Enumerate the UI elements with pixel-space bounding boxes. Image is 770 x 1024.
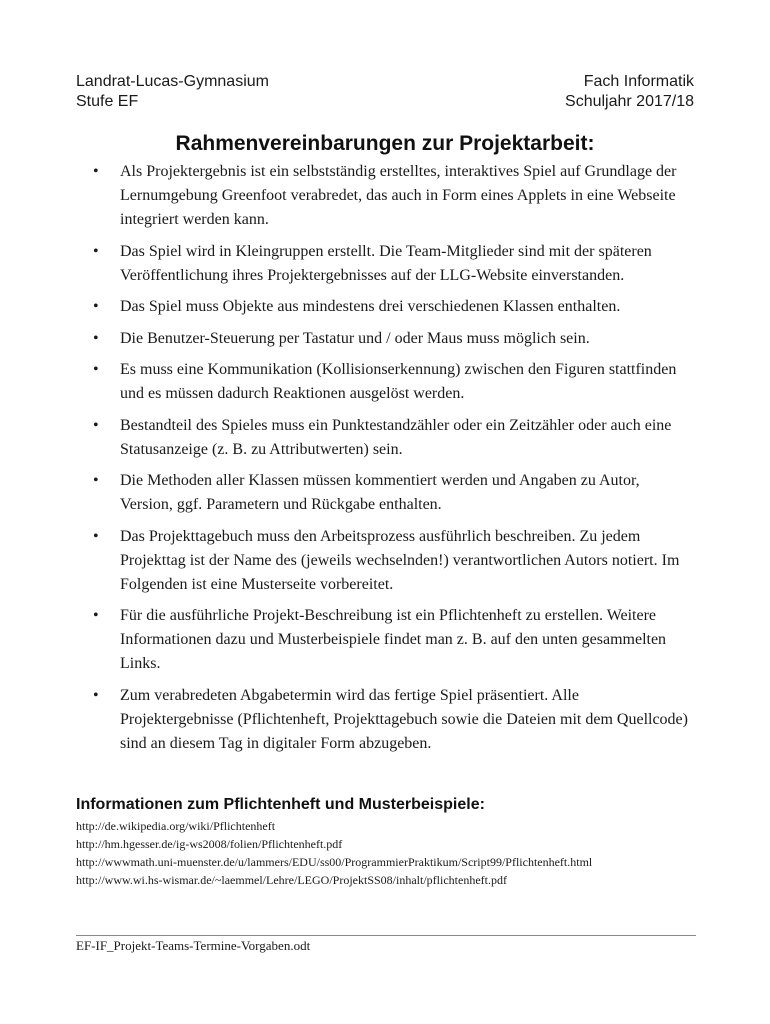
header-row-2 [76, 92, 694, 112]
list-item-text: Die Methoden aller Klassen müssen kommentiert werden und Angaben zu Autor, Version, ggf. Parametern und Rückgabe enthalten. [120, 472, 640, 513]
list-item-text: Das Spiel wird in Kleingruppen erstellt. Die Team-Mitglieder sind mit der späteren Veröffentlichung ihres Projektergebnisses auf der LLG-Website einverstanden. [120, 242, 652, 284]
link-pflichtenheft-muenster[interactable]: http://wwwmath.uni-muenster.de/u/lammers/EDU/ss00/ProgrammierPraktikum/Script99/Pflichtenheft.html [76, 855, 593, 869]
link-list [76, 817, 716, 889]
list-item [76, 469, 694, 517]
list-item-text: Bestandteil des Spieles muss ein Punktestandzähler oder ein Zeitzähler oder auch eine Statusanzeige (z. B. zu Attributwerten) sein. [120, 416, 672, 458]
list-item-text: Das Spiel muss Objekte aus mindestens drei verschiedenen Klassen enthalten. [120, 298, 621, 315]
link-pflichtenheft-hgesser[interactable]: http://hm.hgesser.de/ig-ws2008/folien/Pflichtenheft.pdf [76, 837, 343, 851]
list-item [76, 604, 694, 676]
page-header [76, 72, 694, 112]
list-item-text: Es muss eine Kommunikation (Kollisionserkennung) zwischen den Figuren stattfinden und es müssen dadurch Reaktionen ausgelöst werden. [120, 361, 677, 402]
footer-divider [76, 935, 696, 936]
list-item-text: Die Benutzer-Steuerung per Tastatur und / oder Maus muss möglich sein. [120, 329, 590, 347]
school-name: Landrat-Lucas-Gymnasium [76, 73, 269, 90]
bullet-icon: • [93, 242, 99, 260]
grade-level: Stufe EF [76, 93, 139, 110]
list-item-text: Zum verabredeten Abgabetermin wird das fertige Spiel präsentiert. Alle Projektergebnisse (Pflichtenheft, Projekttagebuch sowie die Dateien mit dem Quellcode) sind an diesem Tag in digitaler Form abzugeben. [120, 686, 688, 752]
subject-name: Fach Informatik [583, 73, 694, 90]
info-heading: Informationen zum Pflichtenheft und Musterbeispiele: [76, 796, 485, 813]
list-item [76, 160, 694, 232]
bullet-icon: • [93, 607, 99, 624]
list-item [76, 295, 694, 319]
list-item [76, 525, 694, 597]
document-title: Rahmenvereinbarungen zur Projektarbeit: [175, 132, 595, 155]
list-item [76, 327, 694, 351]
bullet-icon: • [93, 361, 99, 378]
list-item-text: Das Projekttagebuch muss den Arbeitsprozess ausführlich beschreiben. Zu jedem Projekttag ist der Name des (jeweils wechselnden!) verantwortlichen Autors notiert. Im Folgenden ist eine Musterseite vorbereitet. [120, 527, 680, 593]
list-item-text: Als Projektergebnis ist ein selbstständig erstelltes, interaktives Spiel auf Grundlage der Lernumgebung Greenfoot verabredet, das auch in Form eines Applets in eine Webseite integriert werden kann. [120, 163, 677, 228]
agreement-list [76, 160, 694, 763]
bullet-icon: • [93, 329, 99, 347]
footer-filename: EF-IF_Projekt-Teams-Termine-Vorgaben.odt [76, 938, 311, 953]
list-item [76, 240, 694, 288]
bullet-icon: • [93, 686, 99, 704]
list-item [76, 414, 694, 462]
list-item-text: Für die ausführliche Projekt-Beschreibung ist ein Pflichtenheft zu erstellen. Weitere Informationen dazu und Musterbeispiele findet man z. B. auf den unten gesammelten Links. [120, 607, 667, 672]
bullet-icon: • [93, 163, 99, 180]
bullet-icon: • [93, 472, 99, 489]
school-year: Schuljahr 2017/18 [565, 93, 694, 110]
header-row-1 [76, 72, 694, 92]
bullet-icon: • [93, 298, 99, 315]
bullet-icon: • [93, 416, 99, 434]
link-pflichtenheft-wikipedia[interactable]: http://de.wikipedia.org/wiki/Pflichtenheft [76, 819, 276, 833]
bullet-icon: • [93, 527, 99, 545]
list-item [76, 358, 694, 406]
list-item [76, 684, 694, 756]
link-pflichtenheft-wismar[interactable]: http://www.wi.hs-wismar.de/~laemmel/Lehre/LEGO/ProjektSS08/inhalt/pflichtenheft.pdf [76, 873, 507, 887]
